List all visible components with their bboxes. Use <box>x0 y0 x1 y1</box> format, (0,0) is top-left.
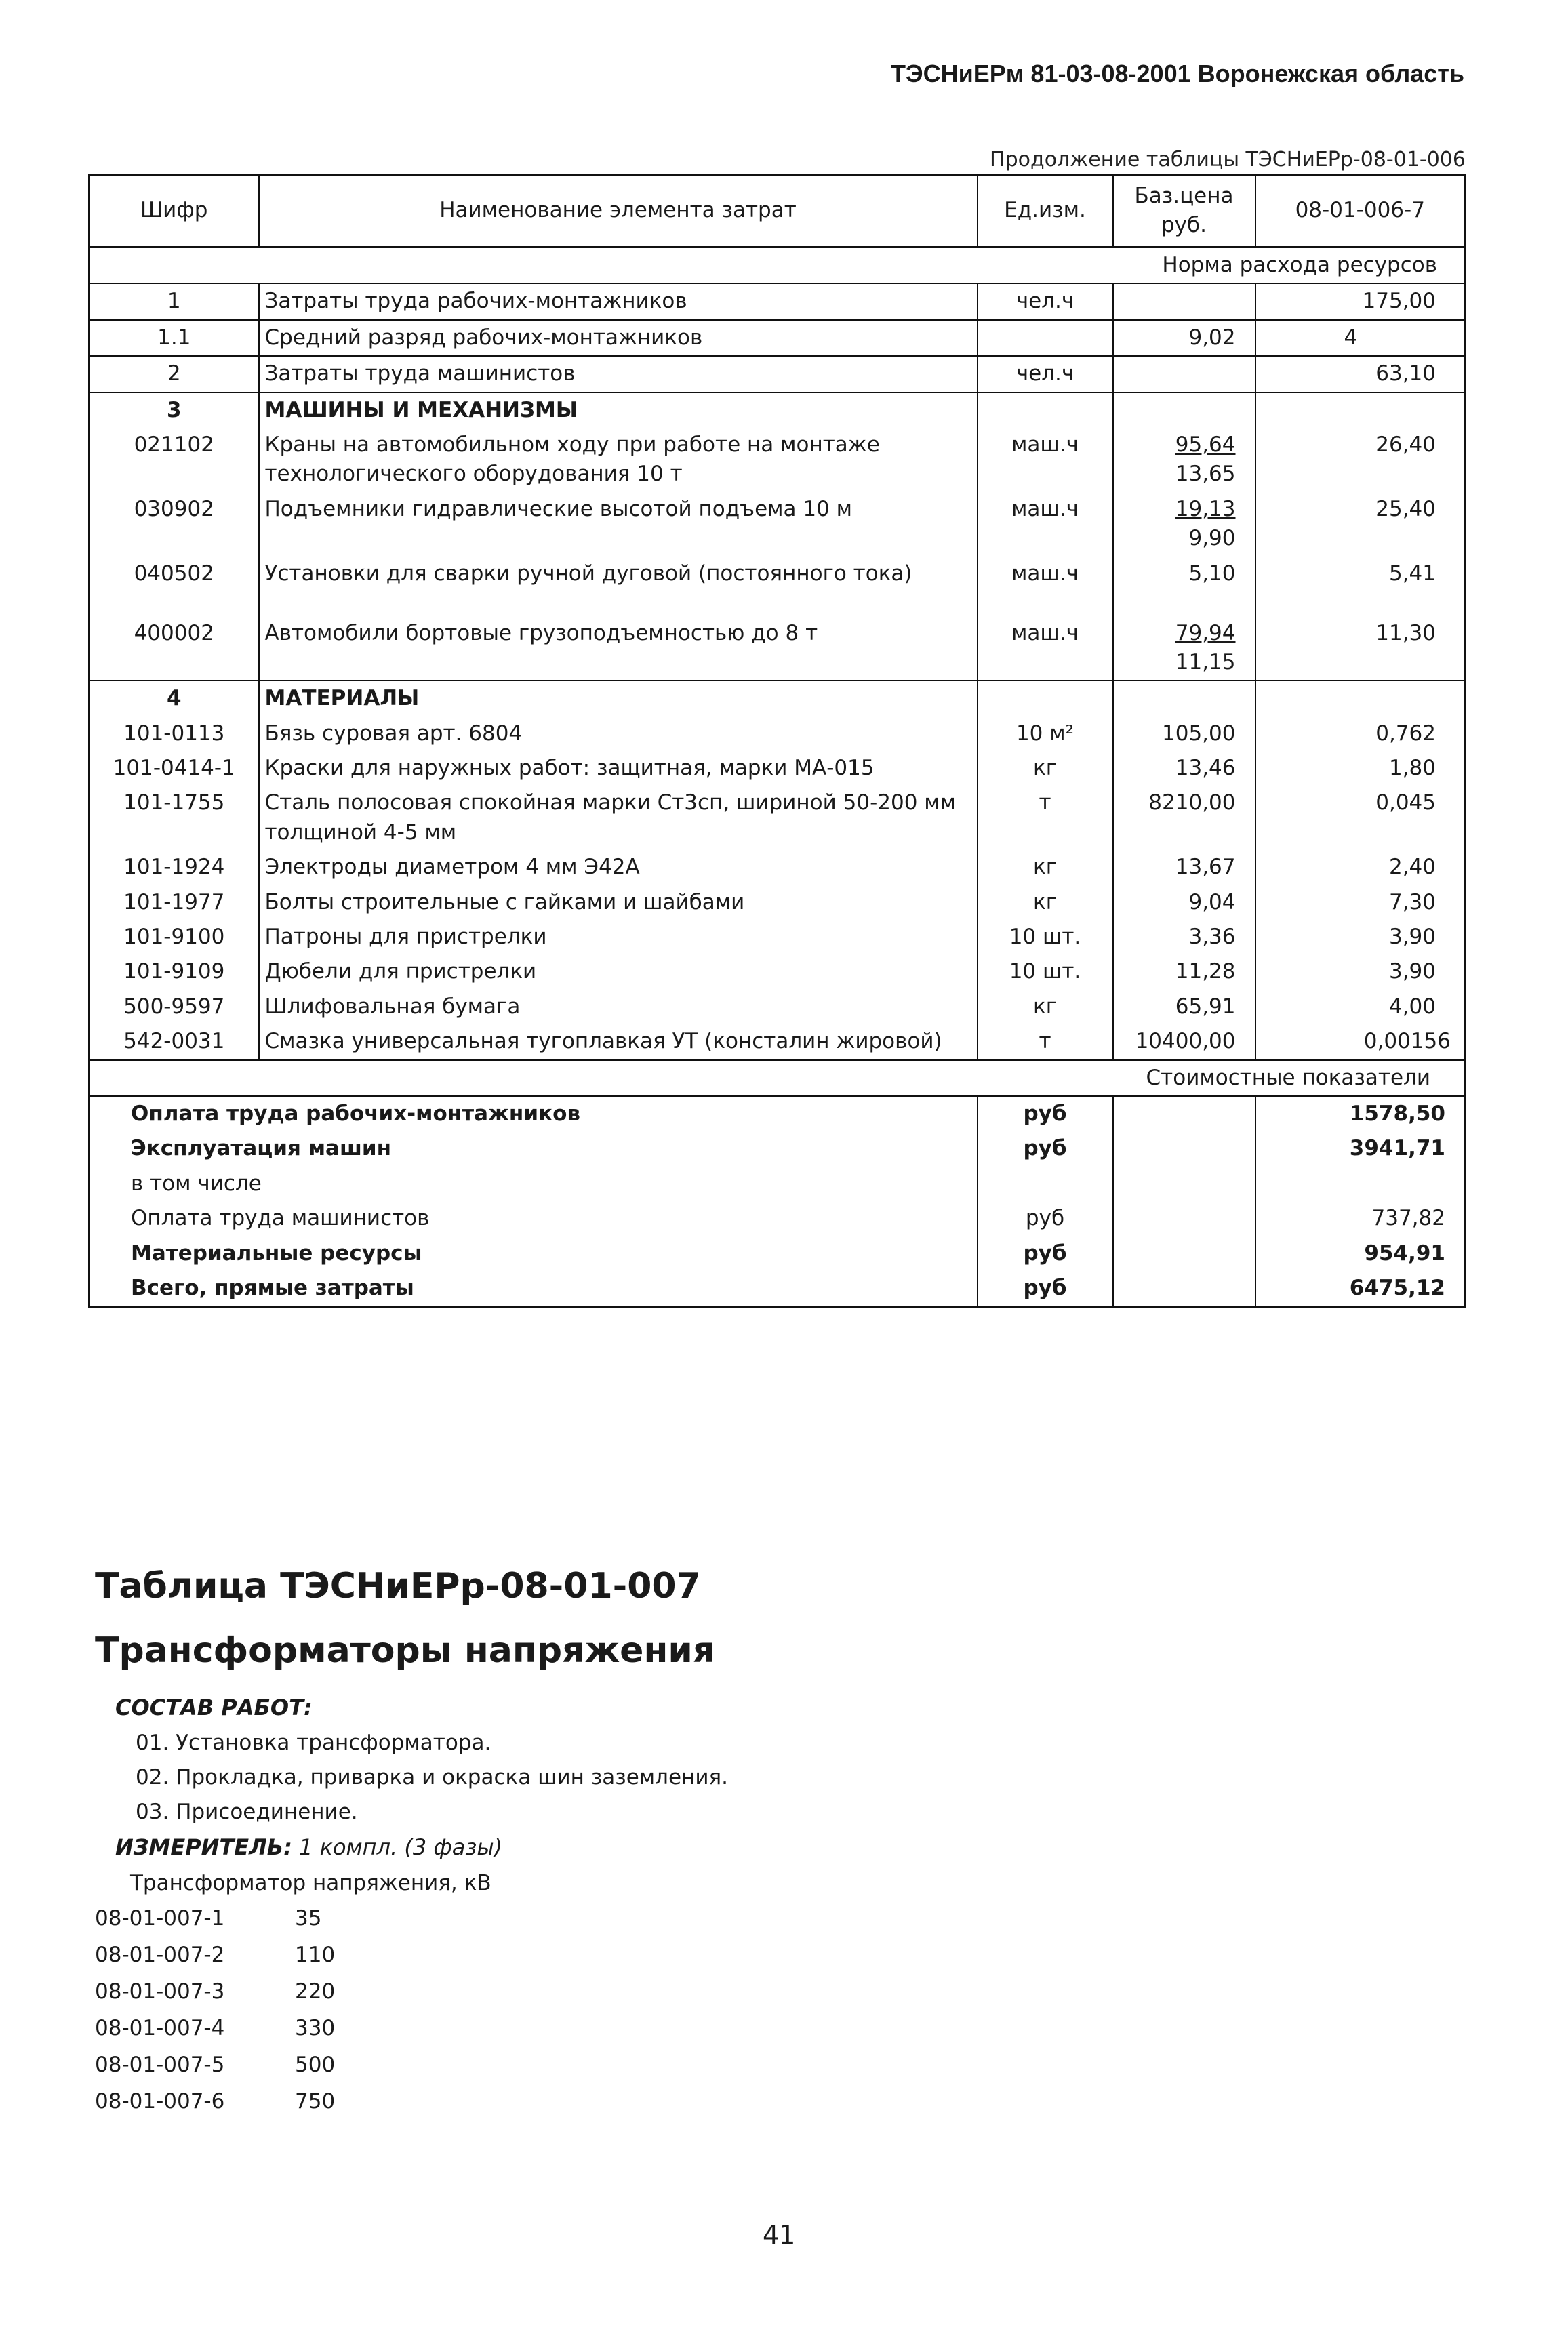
variant-code: 08-01-007-4 <box>95 2016 225 2040</box>
row-name: Затраты труда машинистов <box>259 356 978 392</box>
row-unit: т <box>978 1024 1113 1059</box>
variant-code: 08-01-007-6 <box>95 2089 225 2114</box>
list-item <box>95 1979 336 2004</box>
variant-value: 220 <box>295 1979 336 2004</box>
table-row <box>89 885 1466 920</box>
total-unit: руб <box>978 1096 1113 1131</box>
total-unit <box>978 1167 1113 1201</box>
list-item <box>95 2053 336 2077</box>
row-price: 105,00 <box>1113 716 1255 751</box>
row-norm: 3,90 <box>1255 920 1466 954</box>
row-name: Сталь полосовая спокойная марки Ст3сп, шириной 50-200 мм толщиной 4-5 мм <box>259 786 978 850</box>
row-price-wages: 9,90 <box>1188 526 1236 551</box>
row-norm: 2,40 <box>1255 850 1466 885</box>
row-price-wages: 13,65 <box>1175 462 1236 487</box>
row-unit: т <box>978 786 1113 850</box>
table-row <box>89 990 1466 1024</box>
row-norm: 3,90 <box>1255 954 1466 989</box>
row-code: 040502 <box>89 557 259 616</box>
total-row <box>89 1271 1466 1307</box>
row-norm: 4,00 <box>1255 990 1466 1024</box>
row-price-wages: 11,15 <box>1175 649 1236 674</box>
variant-code: 08-01-007-3 <box>95 1979 225 2004</box>
table-row <box>89 716 1466 751</box>
table-row <box>89 557 1466 616</box>
row-price: 8210,00 <box>1113 786 1255 850</box>
total-row <box>89 1096 1466 1131</box>
row-name: Автомобили бортовые грузоподъемностью до 8 т <box>259 616 978 681</box>
row-name: Дюбели для пристрелки <box>259 954 978 989</box>
total-unit: руб <box>978 1271 1113 1307</box>
row-code: 2 <box>89 356 259 392</box>
meter-label: ИЗМЕРИТЕЛЬ: <box>115 1834 292 1860</box>
row-unit: 10 шт. <box>978 954 1113 989</box>
total-name: Оплата труда рабочих-монтажников <box>89 1096 978 1131</box>
total-name: в том числе <box>89 1167 978 1201</box>
resource-table <box>88 174 1466 1308</box>
row-name: Смазка универсальная тугоплавкая УТ (консталин жировой) <box>259 1024 978 1059</box>
row-norm: 63,10 <box>1255 356 1466 392</box>
row-price: 95,64 <box>1175 432 1236 457</box>
row-name: Краски для наружных работ: защитная, марки МА-015 <box>259 751 978 786</box>
section-code: 4 <box>89 681 259 716</box>
row-price: 9,02 <box>1113 320 1255 356</box>
row-code: 400002 <box>89 616 259 681</box>
table-header-row <box>89 175 1466 247</box>
table-row <box>89 356 1466 392</box>
header-name: Наименование элемента затрат <box>259 175 978 247</box>
row-price: 3,36 <box>1113 920 1255 954</box>
row-unit: кг <box>978 850 1113 885</box>
total-value: 1578,50 <box>1255 1096 1466 1131</box>
row-price: 5,10 <box>1113 557 1255 616</box>
row-norm: 0,00156 <box>1255 1024 1466 1059</box>
row-unit: 10 шт. <box>978 920 1113 954</box>
row-norm: 5,41 <box>1255 557 1466 616</box>
row-unit: кг <box>978 885 1113 920</box>
variant-code: 08-01-007-5 <box>95 2053 225 2077</box>
row-norm: 0,762 <box>1255 716 1466 751</box>
row-unit <box>978 320 1113 356</box>
table-row <box>89 616 1466 681</box>
section-table-title: Таблица ТЭСНиЕРр-08-01-007 <box>95 1566 701 1607</box>
variant-value: 35 <box>295 1906 322 1931</box>
row-code: 1 <box>89 283 259 319</box>
total-unit: руб <box>978 1201 1113 1236</box>
row-unit: чел.ч <box>978 283 1113 319</box>
total-unit: руб <box>978 1131 1113 1166</box>
table-row <box>89 850 1466 885</box>
row-name: Электроды диаметром 4 мм Э42А <box>259 850 978 885</box>
row-unit: маш.ч <box>978 616 1113 681</box>
total-row <box>89 1167 1466 1201</box>
list-item <box>95 1906 322 1931</box>
row-code: 101-9109 <box>89 954 259 989</box>
row-name: Шлифовальная бумага <box>259 990 978 1024</box>
table-row <box>89 954 1466 989</box>
row-price: 10400,00 <box>1113 1024 1255 1059</box>
variant-value: 110 <box>295 1943 336 1967</box>
section-title: МАШИНЫ И МЕХАНИЗМЫ <box>259 392 978 428</box>
header-code: Шифр <box>89 175 259 247</box>
table-continuation-label: Продолжение таблицы ТЭСНиЕРр-08-01-006 <box>990 148 1466 171</box>
row-name: Подъемники гидравлические высотой подъема 10 м <box>259 492 978 557</box>
row-code: 021102 <box>89 428 259 492</box>
row-name: Краны на автомобильном ходу при работе на монтаже технологического оборудования 10 т <box>259 428 978 492</box>
total-row <box>89 1236 1466 1271</box>
row-code: 101-1924 <box>89 850 259 885</box>
meter-line <box>115 1834 502 1860</box>
composition-label: СОСТАВ РАБОТ: <box>115 1695 313 1720</box>
page-header: ТЭСНиЕРм 81-03-08-2001 Воронежская область <box>891 60 1464 87</box>
row-unit: 10 м² <box>978 716 1113 751</box>
total-name: Материальные ресурсы <box>89 1236 978 1271</box>
row-code: 1.1 <box>89 320 259 356</box>
row-code: 101-1755 <box>89 786 259 850</box>
row-price: 79,94 <box>1175 620 1236 645</box>
variant-code: 08-01-007-1 <box>95 1906 225 1931</box>
row-name: Затраты труда рабочих-монтажников <box>259 283 978 319</box>
section-subtitle: Трансформаторы напряжения <box>95 1630 716 1671</box>
row-unit: кг <box>978 751 1113 786</box>
row-code: 101-9100 <box>89 920 259 954</box>
section-title: МАТЕРИАЛЫ <box>259 681 978 716</box>
table-row <box>89 428 1466 492</box>
row-unit: чел.ч <box>978 356 1113 392</box>
row-norm: 26,40 <box>1255 428 1466 492</box>
total-value: 3941,71 <box>1255 1131 1466 1166</box>
total-name: Всего, прямые затраты <box>89 1271 978 1307</box>
row-unit: маш.ч <box>978 492 1113 557</box>
row-unit: кг <box>978 990 1113 1024</box>
row-norm: 4 <box>1255 320 1466 356</box>
work-item: 03. Присоединение. <box>136 1800 358 1824</box>
row-price: 11,28 <box>1113 954 1255 989</box>
total-row <box>89 1131 1466 1166</box>
row-code: 101-0414-1 <box>89 751 259 786</box>
table-row <box>89 920 1466 954</box>
row-price: 65,91 <box>1113 990 1255 1024</box>
work-item: 02. Прокладка, приварка и окраска шин заземления. <box>136 1765 728 1790</box>
row-price: 13,67 <box>1113 850 1255 885</box>
table-row <box>89 320 1466 356</box>
header-price: Баз.цена руб. <box>1113 175 1255 247</box>
table-row <box>89 283 1466 319</box>
variant-value: 330 <box>295 2016 336 2040</box>
section-row-machines <box>89 392 1466 428</box>
total-row <box>89 1201 1466 1236</box>
meter-value: 1 компл. (3 фазы) <box>299 1834 503 1860</box>
row-norm: 1,80 <box>1255 751 1466 786</box>
table-row <box>89 492 1466 557</box>
variant-value: 750 <box>295 2089 336 2114</box>
list-item <box>95 1943 336 1967</box>
row-norm: 175,00 <box>1255 283 1466 319</box>
total-value: 6475,12 <box>1255 1271 1466 1307</box>
list-item <box>95 2016 336 2040</box>
header-unit: Ед.изм. <box>978 175 1113 247</box>
norm-label-row <box>89 247 1466 284</box>
row-price <box>1113 283 1255 319</box>
work-item: 01. Установка трансформатора. <box>136 1731 491 1755</box>
row-price <box>1113 356 1255 392</box>
page-number: 41 <box>763 2220 796 2250</box>
cost-label: Стоимостные показатели <box>89 1060 1466 1096</box>
section-code: 3 <box>89 392 259 428</box>
row-name: Бязь суровая арт. 6804 <box>259 716 978 751</box>
row-name: Средний разряд рабочих-монтажников <box>259 320 978 356</box>
row-price: 19,13 <box>1175 496 1236 521</box>
total-value: 737,82 <box>1255 1201 1466 1236</box>
row-code: 030902 <box>89 492 259 557</box>
section-row-materials <box>89 681 1466 716</box>
row-norm: 0,045 <box>1255 786 1466 850</box>
cost-label-row <box>89 1060 1466 1096</box>
table-row <box>89 786 1466 850</box>
total-value: 954,91 <box>1255 1236 1466 1271</box>
total-value <box>1255 1167 1466 1201</box>
variant-code: 08-01-007-2 <box>95 1943 225 1967</box>
row-code: 101-0113 <box>89 716 259 751</box>
subject-label: Трансформатор напряжения, кВ <box>130 1871 491 1895</box>
row-norm: 11,30 <box>1255 616 1466 681</box>
row-code: 542-0031 <box>89 1024 259 1059</box>
row-price: 9,04 <box>1113 885 1255 920</box>
table-row <box>89 751 1466 786</box>
norm-label: Норма расхода ресурсов <box>89 247 1466 284</box>
row-name: Болты строительные с гайками и шайбами <box>259 885 978 920</box>
row-norm: 25,40 <box>1255 492 1466 557</box>
row-price: 13,46 <box>1113 751 1255 786</box>
row-unit: маш.ч <box>978 428 1113 492</box>
total-unit: руб <box>978 1236 1113 1271</box>
row-name: Установки для сварки ручной дуговой (постоянного тока) <box>259 557 978 616</box>
row-code: 500-9597 <box>89 990 259 1024</box>
row-unit: маш.ч <box>978 557 1113 616</box>
row-code: 101-1977 <box>89 885 259 920</box>
total-name: Оплата труда машинистов <box>89 1201 978 1236</box>
row-norm: 7,30 <box>1255 885 1466 920</box>
list-item <box>95 2089 336 2114</box>
table-row <box>89 1024 1466 1059</box>
header-norm: 08-01-006-7 <box>1255 175 1466 247</box>
variant-value: 500 <box>295 2053 336 2077</box>
row-name: Патроны для пристрелки <box>259 920 978 954</box>
total-name: Эксплуатация машин <box>89 1131 978 1166</box>
